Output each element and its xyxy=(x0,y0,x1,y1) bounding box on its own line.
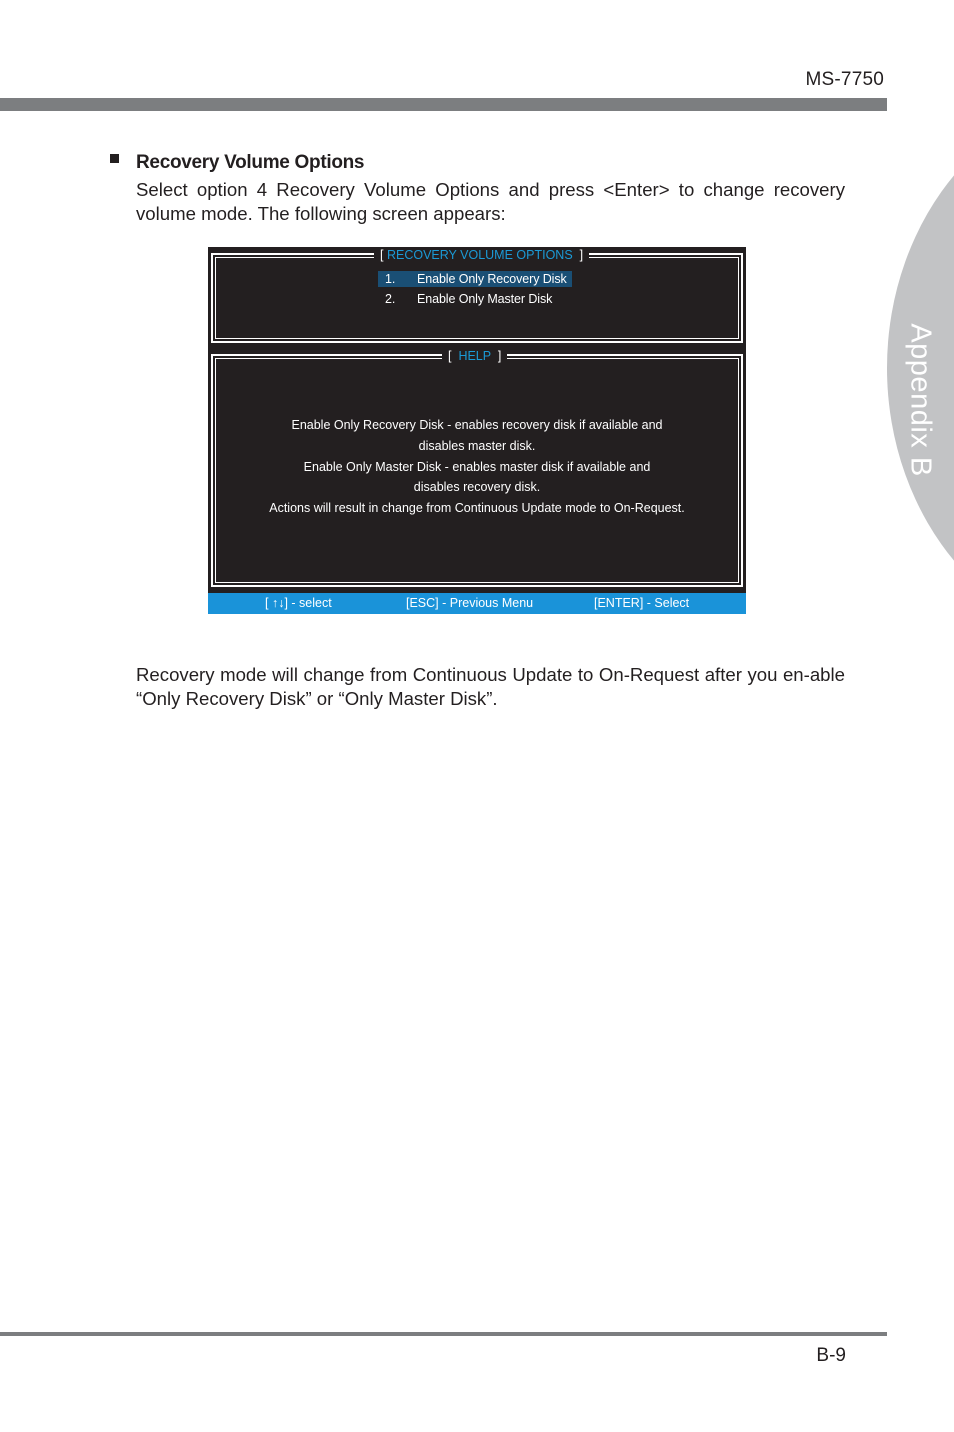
footer-rule xyxy=(0,1332,887,1336)
options-title: [ RECOVERY VOLUME OPTIONS ] xyxy=(374,248,589,262)
bullet-square-icon xyxy=(110,154,119,163)
bios-screen xyxy=(208,247,746,614)
options-title-text: RECOVERY VOLUME OPTIONS xyxy=(386,248,573,262)
section-heading: Recovery Volume Options xyxy=(136,152,365,173)
help-text xyxy=(218,415,736,519)
help-line: Actions will result in change from Continuous Update mode to On-Request. xyxy=(269,501,685,516)
option-label: Enable Only Master Disk xyxy=(417,292,553,306)
option-recovery-disk[interactable]: 1. Enable Only Recovery Disk xyxy=(378,271,572,287)
help-title: [ HELP ] xyxy=(442,349,507,363)
help-line: disables recovery disk. xyxy=(413,480,541,495)
help-title-text: HELP xyxy=(458,349,491,363)
status-esc-hint: [ESC] - Previous Menu xyxy=(406,596,534,610)
intro-paragraph: Select option 4 Recovery Volume Options and press <Enter> to change recovery volume mode. The following screen appears: xyxy=(136,179,845,224)
status-select-hint: [ ↑↓] - select xyxy=(265,596,332,610)
appendix-side-tab xyxy=(887,90,954,646)
status-enter-hint: [ENTER] - Select xyxy=(594,596,690,610)
help-line: Enable Only Recovery Disk - enables recovery disk if available and xyxy=(291,418,663,432)
option-master-disk[interactable]: 2. Enable Only Master Disk xyxy=(385,292,553,306)
help-line: disables master disk. xyxy=(418,438,536,453)
help-line: Enable Only Master Disk - enables master disk if available and xyxy=(303,459,651,474)
header-rule xyxy=(0,98,887,111)
option-label: Enable Only Recovery Disk xyxy=(417,272,567,286)
status-bar xyxy=(208,593,746,614)
side-tab-label: Appendix B xyxy=(904,323,937,477)
model-number: MS-7750 xyxy=(805,69,884,90)
note-paragraph: Recovery mode will change from Continuous Update to On-Request after you en-able “Only Recovery Disk” or “Only Master Disk”. xyxy=(136,664,845,709)
page-number: B-9 xyxy=(816,1345,846,1366)
